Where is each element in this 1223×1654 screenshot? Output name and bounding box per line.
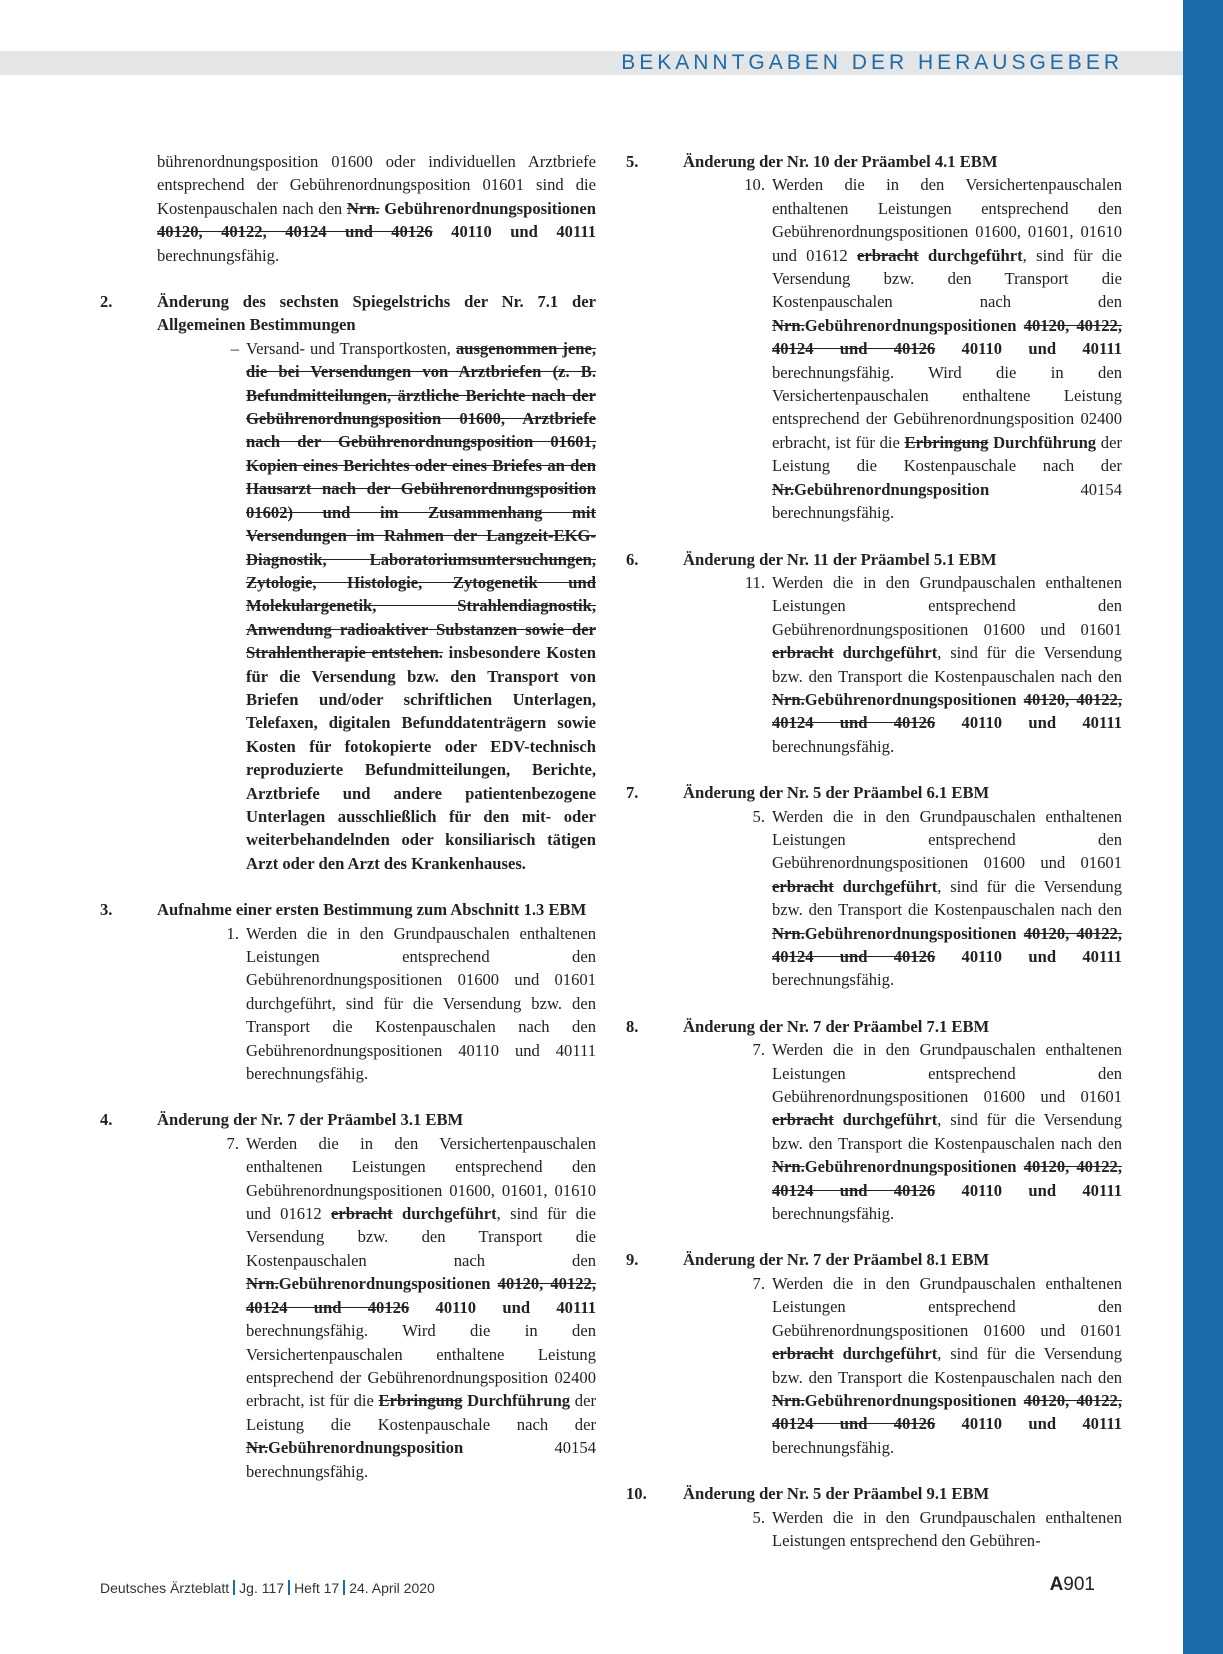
section-number: 9. [626, 1250, 639, 1270]
body-text: berechnungsfähig. [772, 736, 895, 756]
numbered-item [683, 173, 1122, 524]
section-title: Änderung des sechsten Spiegelstrichs der Nr. 7.1 der Allgemeinen Bestimmungen [157, 292, 596, 335]
numbered-item [213, 1132, 596, 1483]
footer-separator [288, 1580, 290, 1595]
body-text: Werden die in den Grundpauschalen enthaltenen Leistungen entsprechend den Gebührenordnungspositionen 01600 und 01601 [772, 806, 1122, 873]
inserted-text: 40110 und 40111 [935, 339, 1122, 359]
body-text: bührenordnungsposition 01600 oder individuellen Arztbriefe entsprechend der Gebührenordnungsposition 01601 sind die Kostenpauschalen nach den [157, 152, 596, 218]
body-text: , sind für die Versendung bzw. den Transport die Kostenpauschalen nach den [772, 1110, 1122, 1153]
item-text [772, 173, 1122, 524]
body-text: Werden die in den Grundpauschalen enthaltenen Leistungen entsprechend den Gebührenordnungspositionen 01600 und 01601 [772, 1273, 1122, 1340]
inserted-text: Gebührenordnungsposition [793, 479, 990, 499]
journal-issue: Heft 17 [294, 1580, 340, 1596]
inserted-text: Gebührenordnungspositionen [804, 923, 1024, 943]
section-number: 3. [100, 900, 113, 920]
section-number: 5. [626, 152, 639, 171]
body-text: der Leistung die Kostenpauschale nach der [772, 432, 1122, 476]
item-number: 10. [744, 175, 765, 195]
body-text: Werden die in den Grundpauschalen enthaltenen Leistungen entsprechend den Gebühren- [772, 1507, 1122, 1550]
right-color-bar [1183, 0, 1223, 1654]
inserted-text: Durchführung [462, 1391, 571, 1411]
section-title: Änderung der Nr. 5 der Präambel 6.1 EBM [683, 783, 990, 803]
body-text: berechnungsfähig. Wird die in den Versichertenpauschalen enthaltene Leistung entsprechend der Gebührenordnungsposition 02400 erbracht, ist für die [772, 362, 1122, 452]
section-number: 7. [626, 783, 639, 803]
struck-text: 40120, 40122, 40124 und 40126 [772, 315, 1122, 359]
section-10 [626, 1482, 1122, 1552]
struck-text: Nrn. [772, 1157, 805, 1177]
item-number: 5. [752, 806, 765, 826]
item-text [772, 805, 1122, 992]
struck-text: erbracht [772, 876, 834, 896]
struck-text: 40120, 40122, 40124 und 40126 [246, 1274, 596, 1317]
body-text: berechnungsfähig. [772, 1437, 895, 1457]
body-text: , sind für die Versendung bzw. den Transport die Kostenpauschalen nach den [246, 1204, 596, 1270]
inserted-text: Gebührenordnungsposition [267, 1438, 464, 1458]
section-heading [626, 548, 1122, 571]
body-text: berechnungsfähig. Wird die in den Versichertenpauschalen enthaltene Leistung entsprechend der Gebührenordnungsposition 02400 erbracht, ist für die [246, 1321, 596, 1411]
item-text [246, 922, 596, 1086]
inserted-text: insbesondere Kosten für die Versendung bzw. den Transport von Briefen und/oder schriftlichen Unterlagen, Telefaxen, digitalen Befunddatenträgern sowie Kosten für fotokopierte oder EDV-technisch reproduzierte Befundmitteilungen, Berichte, Arztbriefe und andere patientenbezogene Unterlagen ausschließlich für den mit- oder weiterbehandelnden oder konsiliarisch tätigen Arzt oder den Arzt des Krankenhauses. [246, 643, 596, 873]
left-column [100, 150, 596, 1506]
body-text: Versand- und Transportkosten, [246, 338, 456, 358]
inserted-text: Gebührenordnungspositionen [379, 198, 596, 218]
inserted-text: Gebührenordnungspositionen [278, 1274, 498, 1294]
journal-name: Deutsches Ärzteblatt [100, 1580, 230, 1596]
section-3 [100, 898, 596, 1085]
item-text [772, 1272, 1122, 1459]
struck-text: 40120, 40122, 40124 und 40126 [772, 923, 1122, 966]
struck-text: 40120, 40122, 40124 und 40126 [772, 1157, 1122, 1200]
item-number: – [230, 338, 239, 358]
section-title: Änderung der Nr. 10 der Präambel 4.1 EBM [683, 152, 998, 171]
struck-text: Nrn. [772, 315, 805, 335]
section-title: Änderung der Nr. 7 der Präambel 8.1 EBM [683, 1250, 990, 1270]
body-text: Werden die in den Grundpauschalen enthaltenen Leistungen entsprechend den Gebührenordnungspositionen 01600 und 01601 durchgeführt, sind für die Versendung bzw. den Transport die Kostenpauschalen nach den Gebührenordnungspositionen 40110 und 40111 berechnungsfähig. [246, 923, 596, 1084]
struck-text: Nrn. [246, 1274, 279, 1294]
section-2 [100, 290, 596, 875]
intro-continuation [157, 150, 596, 267]
struck-text: 40120, 40122, 40124 und 40126 [772, 1390, 1122, 1434]
numbered-item [213, 337, 596, 875]
struck-text: 40120, 40122, 40124 und 40126 [157, 222, 433, 242]
section-number: 4. [100, 1110, 113, 1130]
item-number: 7. [752, 1040, 765, 1060]
struck-text: Nrn. [772, 1390, 805, 1410]
inserted-text: 40110 und 40111 [935, 1414, 1122, 1434]
inserted-text: durchgeführt [833, 1344, 938, 1364]
journal-volume: Jg. 117 [239, 1580, 285, 1596]
inserted-text: Gebührenordnungspositionen [804, 689, 1024, 709]
numbered-item [683, 1038, 1122, 1225]
struck-text: erbracht [330, 1204, 393, 1224]
section-heading [100, 898, 596, 921]
page-prefix: A [1049, 1574, 1064, 1595]
inserted-text: 40110 und 40111 [409, 1297, 596, 1317]
inserted-text: durchgeführt [392, 1204, 497, 1224]
numbered-item [683, 1272, 1122, 1459]
inserted-text: 40110 und 40111 [935, 713, 1122, 733]
footer-separator [343, 1580, 345, 1595]
section-heading [626, 1015, 1122, 1038]
body-text: , sind für die Versendung bzw. den Transport die Kostenpauschalen nach den [772, 1344, 1122, 1387]
page-number-value: 901 [1063, 1574, 1095, 1595]
struck-text: Nr. [246, 1438, 268, 1458]
body-text: 40154 berechnungsfähig. [246, 1438, 596, 1481]
inserted-text: 40110 und 40111 [432, 222, 596, 242]
struck-text: ausgenommen jene, die bei Versendungen von Arztbriefen (z. B. Befundmitteilungen, ärztliche Berichte nach der Gebührenordnungsposition 01600, Arztbriefe nach der Gebührenordnungsposition 01601, Kopien eines Berichtes oder eines Briefes an den Hausarzt nach der Gebührenordnungsposition 01602) und im Zusammenhang mit Versendungen im Rahmen der Langzeit-EKG-Diagnostik, Laboratoriumsuntersuchungen, Zytologie, Histologie, Zytogenetik und Molekulargenetik, Strahlendiagnostik, Anwendung radioaktiver Substanzen sowie der Strahlentherapie entstehen. [246, 338, 596, 663]
struck-text: Erbringung [904, 432, 989, 452]
body-text: , sind für die Versendung bzw. den Transport die Kostenpauschalen nach den [772, 876, 1122, 920]
section-8 [626, 1015, 1122, 1226]
section-4 [100, 1108, 596, 1483]
footer-citation [100, 1580, 435, 1596]
section-title: Änderung der Nr. 11 der Präambel 5.1 EBM [683, 549, 997, 569]
section-heading [626, 150, 1122, 173]
numbered-item [213, 922, 596, 1086]
section-header-title: BEKANNTGABEN DER HERAUSGEBER [621, 51, 1123, 74]
section-heading [626, 781, 1122, 804]
numbered-item [683, 1506, 1122, 1553]
struck-text: erbracht [772, 1344, 834, 1364]
section-title: Aufnahme einer ersten Bestimmung zum Abschnitt 1.3 EBM [157, 900, 587, 920]
item-number: 5. [752, 1507, 765, 1527]
section-number: 2. [100, 292, 113, 312]
page-number [1050, 1574, 1095, 1596]
item-number: 7. [226, 1133, 239, 1153]
section-title: Änderung der Nr. 7 der Präambel 7.1 EBM [683, 1016, 990, 1036]
section-7 [626, 781, 1122, 992]
section-9 [626, 1248, 1122, 1459]
section-heading [626, 1248, 1122, 1271]
section-number: 6. [626, 549, 639, 569]
body-text: , sind für die Versendung bzw. den Transport die Kostenpauschalen nach den [772, 643, 1122, 686]
item-number: 11. [744, 572, 765, 592]
struck-text: Erbringung [378, 1391, 463, 1411]
section-5 [626, 150, 1122, 525]
inserted-text: Gebührenordnungspositionen [804, 1157, 1024, 1177]
inserted-text: durchgeführt [833, 1110, 938, 1130]
numbered-item [683, 571, 1122, 758]
body-text: berechnungsfähig. [157, 245, 280, 265]
struck-text: Nrn. [772, 689, 805, 709]
inserted-text: durchgeführt [833, 876, 938, 896]
issue-date: 24. April 2020 [349, 1580, 435, 1596]
item-text [772, 571, 1122, 758]
body-text: Werden die in den Versichertenpauschalen enthaltenen Leistungen entsprechend den Gebührenordnungspositionen 01600, 01601, 01610 und 01612 [772, 175, 1122, 265]
footer-separator [233, 1580, 235, 1595]
inserted-text: Durchführung [988, 432, 1097, 452]
item-text [246, 337, 596, 875]
item-text [772, 1506, 1122, 1553]
inserted-text: 40110 und 40111 [935, 1180, 1122, 1200]
struck-text: Nr. [772, 479, 794, 499]
section-heading [626, 1482, 1122, 1505]
body-text: Werden die in den Grundpauschalen enthaltenen Leistungen entsprechend den Gebührenordnungspositionen 01600 und 01601 [772, 572, 1122, 639]
inserted-text: Gebührenordnungspositionen [804, 1390, 1024, 1410]
struck-text: erbracht [772, 643, 834, 663]
body-text: der Leistung die Kostenpauschale nach der [246, 1391, 596, 1434]
section-number: 8. [626, 1016, 639, 1036]
inserted-text: durchgeführt [833, 643, 938, 663]
item-text [772, 1038, 1122, 1225]
struck-text: erbracht [856, 245, 919, 265]
struck-text: 40120, 40122, 40124 und 40126 [772, 689, 1122, 733]
struck-text: Nrn. [346, 198, 380, 218]
body-text: 40154 berechnungsfähig. [772, 479, 1122, 523]
inserted-text: 40110 und 40111 [935, 947, 1122, 966]
item-number: 7. [752, 1273, 765, 1293]
struck-text: erbracht [772, 1110, 834, 1130]
item-number: 1. [226, 923, 239, 943]
section-title: Änderung der Nr. 7 der Präambel 3.1 EBM [157, 1110, 464, 1130]
body-text: berechnungsfähig. [772, 970, 895, 990]
inserted-text: durchgeführt [918, 245, 1023, 265]
section-heading [100, 290, 596, 337]
inserted-text: Gebührenordnungspositionen [804, 315, 1024, 335]
body-text: berechnungsfähig. [772, 1204, 895, 1224]
body-text: , sind für die Versendung bzw. den Transport die Kostenpauschalen nach den [772, 245, 1122, 312]
section-number: 10. [626, 1484, 647, 1504]
item-text [246, 1132, 596, 1483]
body-text: Werden die in den Grundpauschalen enthaltenen Leistungen entsprechend den Gebührenordnungspositionen 01600 und 01601 [772, 1040, 1122, 1107]
section-heading [100, 1108, 596, 1131]
numbered-item [683, 805, 1122, 992]
section-title: Änderung der Nr. 5 der Präambel 9.1 EBM [683, 1484, 990, 1504]
struck-text: Nrn. [772, 923, 805, 943]
body-text: Werden die in den Versichertenpauschalen enthaltenen Leistungen entsprechend den Gebührenordnungspositionen 01600, 01601, 01610 und 01612 [246, 1133, 596, 1224]
right-column [626, 150, 1122, 1575]
section-6 [626, 548, 1122, 759]
